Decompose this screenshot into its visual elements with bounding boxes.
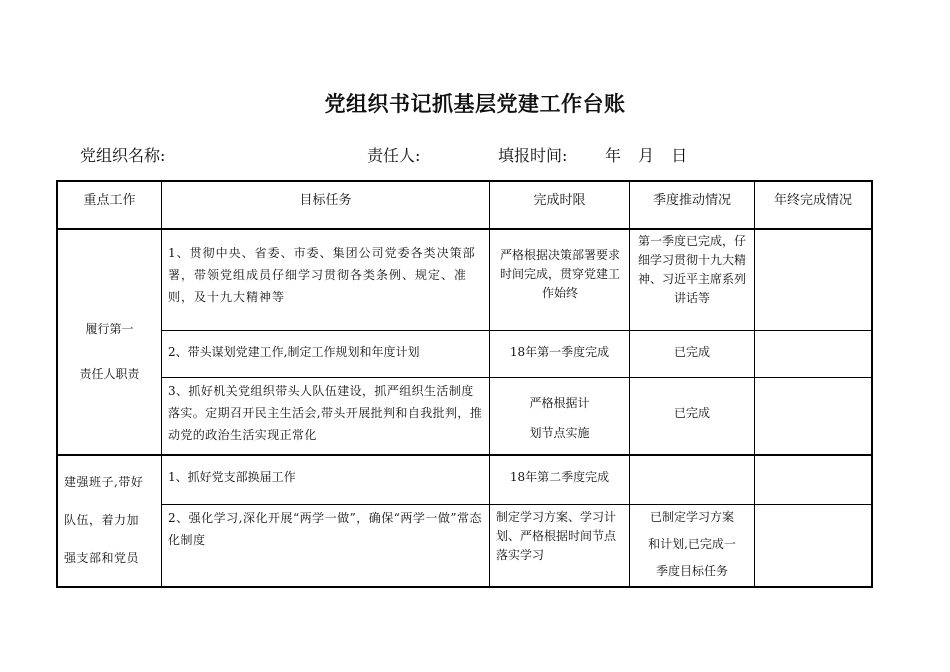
row-divider-2 xyxy=(161,377,873,378)
task-cell: 2、带头谋划党建工作,制定工作规划和年度计划 xyxy=(168,345,420,359)
quarterly-line: 和计划,已完成一 xyxy=(648,537,736,551)
key-work-line: 履行第一 xyxy=(85,322,134,336)
table-border-top xyxy=(56,180,873,182)
quarterly-line: 季度目标任务 xyxy=(655,564,728,578)
col-divider-4 xyxy=(754,180,755,588)
quarterly-cell: 已完成 xyxy=(673,406,710,420)
deadline-line: 严格根据计 xyxy=(529,396,590,410)
fill-date xyxy=(605,143,698,166)
header-quarterly-progress: 季度推动情况 xyxy=(652,193,731,208)
year-label: 年 xyxy=(605,146,623,165)
deadline-cell: 18年第二季度完成 xyxy=(509,470,610,484)
table-border-right xyxy=(871,180,873,588)
work-ledger-table xyxy=(56,180,873,588)
col-divider-1 xyxy=(161,180,162,588)
page-title: 党组织书记抓基层党建工作台账 xyxy=(324,91,626,116)
deadline-cell: 18年第一季度完成 xyxy=(509,345,610,359)
responsible-label: 责任人: xyxy=(367,146,421,165)
deadline-cell: 制定学习方案、学习计划、严格根据时间节点落实学习 xyxy=(496,510,617,562)
deadline-line: 划节点实施 xyxy=(529,426,590,440)
task-cell: 1、贯彻中央、省委、市委、集团公司党委各类决策部署，带领党组成员仔细学习贯彻各类条例、规定、准则，及十九大精神等 xyxy=(168,246,476,304)
row-divider-4 xyxy=(161,504,873,505)
key-work-line: 强支部和党员 xyxy=(64,551,140,565)
table-border-bottom xyxy=(56,586,873,588)
month-label: 月 xyxy=(638,146,656,165)
header-year-end: 年终完成情况 xyxy=(773,193,852,208)
quarterly-line: 已制定学习方案 xyxy=(649,510,734,524)
key-work-group-2 xyxy=(64,463,160,577)
group-divider xyxy=(56,454,873,456)
task-cell: 3、抓好机关党组织带头人队伍建设，抓严组织生活制度落实。定期召开民主生活会,带头开展批判和自我批判，推动党的政治生活实现正常化 xyxy=(168,384,483,442)
header-key-work: 重点工作 xyxy=(83,193,136,208)
task-cell: 1、抓好党支部换届工作 xyxy=(168,470,296,484)
row-divider-1 xyxy=(161,330,873,331)
key-work-line: 建强班子,带好 xyxy=(64,475,144,489)
deadline-cell: 严格根据决策部署要求时间完成，贯穿党建工作始终 xyxy=(499,248,620,300)
task-cell: 2、强化学习,深化开展“两学一做”，确保“两学一做”常态化制度 xyxy=(168,511,482,547)
header-target-task: 目标任务 xyxy=(299,193,352,208)
key-work-group-1 xyxy=(58,307,161,397)
key-work-line: 队伍，着力加 xyxy=(64,513,140,527)
day-label: 日 xyxy=(671,146,689,165)
fill-time-label: 填报时间: xyxy=(498,146,568,165)
deadline-cell xyxy=(490,388,629,448)
key-work-line: 责任人职责 xyxy=(79,367,140,381)
header-deadline: 完成时限 xyxy=(533,193,586,208)
quarterly-cell: 第一季度已完成，仔细学习贯彻十九大精神、习近平主席系列讲话等 xyxy=(637,234,746,305)
org-name-label: 党组织名称: xyxy=(80,146,166,165)
header-separator xyxy=(56,228,873,230)
quarterly-cell xyxy=(630,504,754,585)
col-divider-2 xyxy=(489,180,490,588)
quarterly-cell: 已完成 xyxy=(673,345,710,359)
